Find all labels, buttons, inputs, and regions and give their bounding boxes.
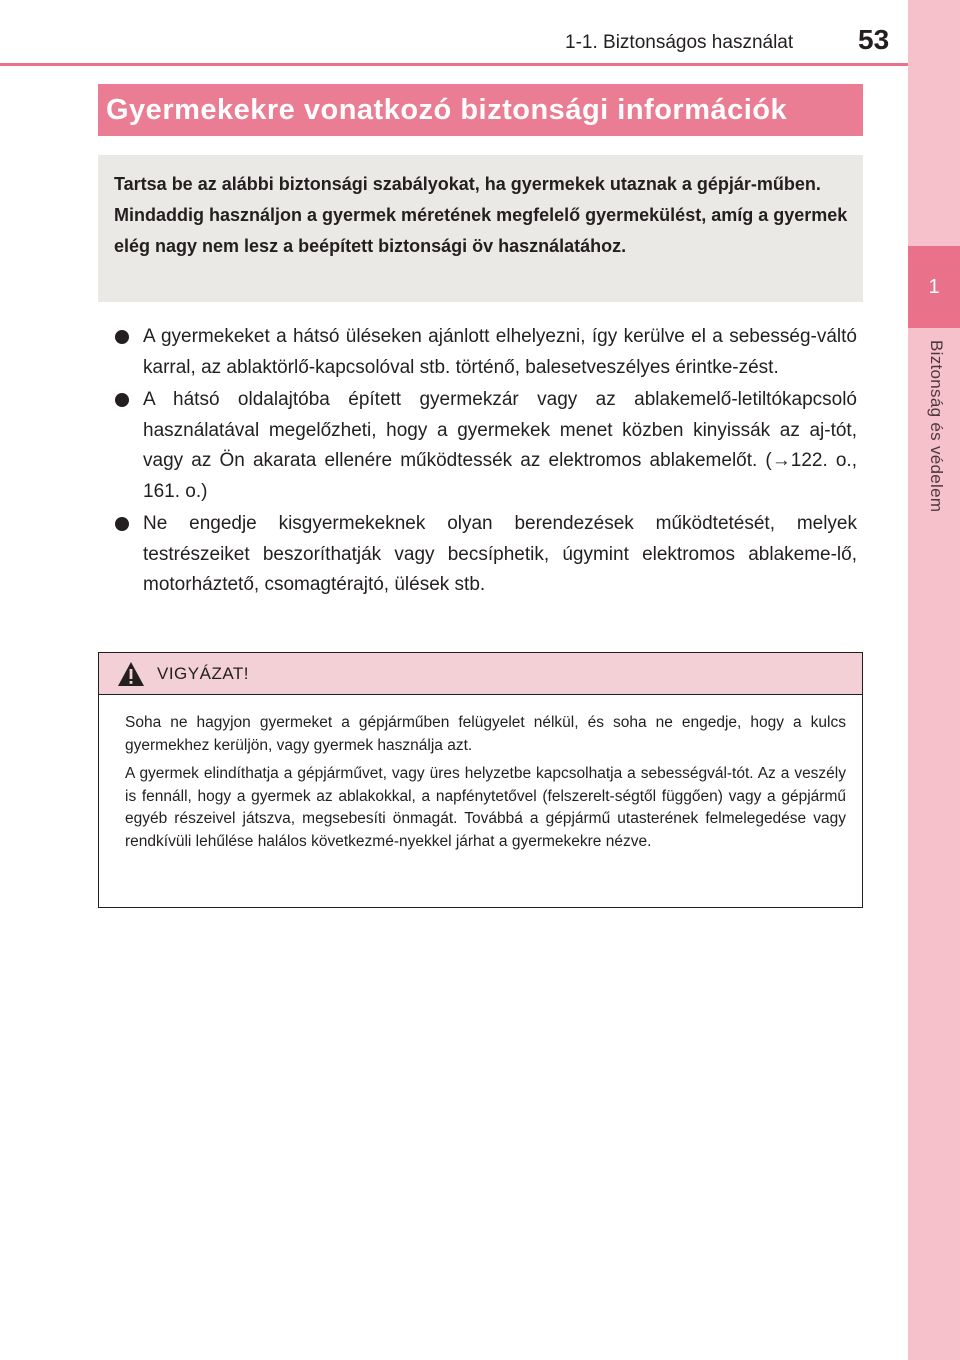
- warning-header: [99, 653, 862, 695]
- intro-paragraph: Tartsa be az alábbi biztonsági szabályokat, ha gyermekek utaznak a gépjár-műben.: [114, 174, 821, 194]
- list-item: [115, 385, 857, 507]
- chapter-side-tab: [908, 0, 960, 1360]
- bullet-dot-icon: [115, 393, 129, 407]
- page-number: 53: [858, 24, 890, 55]
- list-item: [115, 322, 857, 383]
- header-divider: [0, 63, 908, 66]
- warning-box: [98, 652, 863, 908]
- warning-paragraph: Soha ne hagyjon gyermeket a gépjárműben felügyelet nélkül, és soha ne engedje, hogy a kulcs gyermekhez kerüljön, vagy gyermek használja azt.: [125, 714, 846, 754]
- bullet-list: [115, 322, 857, 603]
- bullet-dot-icon: [115, 517, 129, 531]
- list-item: [115, 509, 857, 601]
- section-heading: 1-1. Biztonságos használat: [565, 32, 794, 53]
- intro-paragraph: Mindaddig használjon a gyermek méretének megfelelő gyermekülést, amíg a gyermek elég nagy nem lesz a beépített biztonsági öv használatához.: [114, 205, 848, 256]
- bullet-dot-icon: [115, 330, 129, 344]
- chapter-number-tab[interactable]: 1: [908, 246, 960, 328]
- list-item-text: A gyermekeket a hátsó üléseken ajánlott elhelyezni, így kerülve el a sebesség-váltó karral, az ablaktörlő-kapcsolóval stb. történő, balesetveszélyes érintke-zést.: [143, 326, 857, 378]
- warning-body: [99, 695, 862, 853]
- list-item-text: A hátsó oldalajtóba épített gyermekzár vagy az ablakemelő-letiltókapcsoló használatával megelőzheti, hogy a gyermekek menet közben kinyissák az aj-tót, vagy az Ön akarata ellenére működtessék az elektromos ablakemelőt. (→122. o., 161. o.): [143, 389, 857, 502]
- warning-paragraph: A gyermek elindíthatja a gépjárművet, vagy üres helyzetbe kapcsolhatja a sebességvál-tót. Az a veszély is fennáll, hogy a gyermek az ablakokkal, a napfénytetővel (felszerelt-ségtől függően) vagy a gépjármű egyéb részeivel játszva, megsebesíti önmagát. Továbbá a gépjármű utasterének felmelegedése vagy rendkívüli lehűlése halálos következmé-nyekkel járhat a gyermekekre nézve.: [125, 765, 846, 850]
- page-title: Gyermekekre vonatkozó biztonsági információk: [98, 84, 863, 136]
- chapter-title-vertical: Biztonság és védelem: [927, 340, 946, 513]
- list-item-text: Ne engedje kisgyermekeknek olyan berendezések működtetését, melyek testrészeiket beszoríthatják vagy becsíphetik, úgymint elektromos ablakeme-lő, motorháztető, csomagtérajtó, ülések stb.: [143, 513, 857, 595]
- intro-box: [98, 155, 863, 302]
- warning-triangle-icon: [117, 661, 145, 687]
- warning-title: VIGYÁZAT!: [157, 663, 250, 683]
